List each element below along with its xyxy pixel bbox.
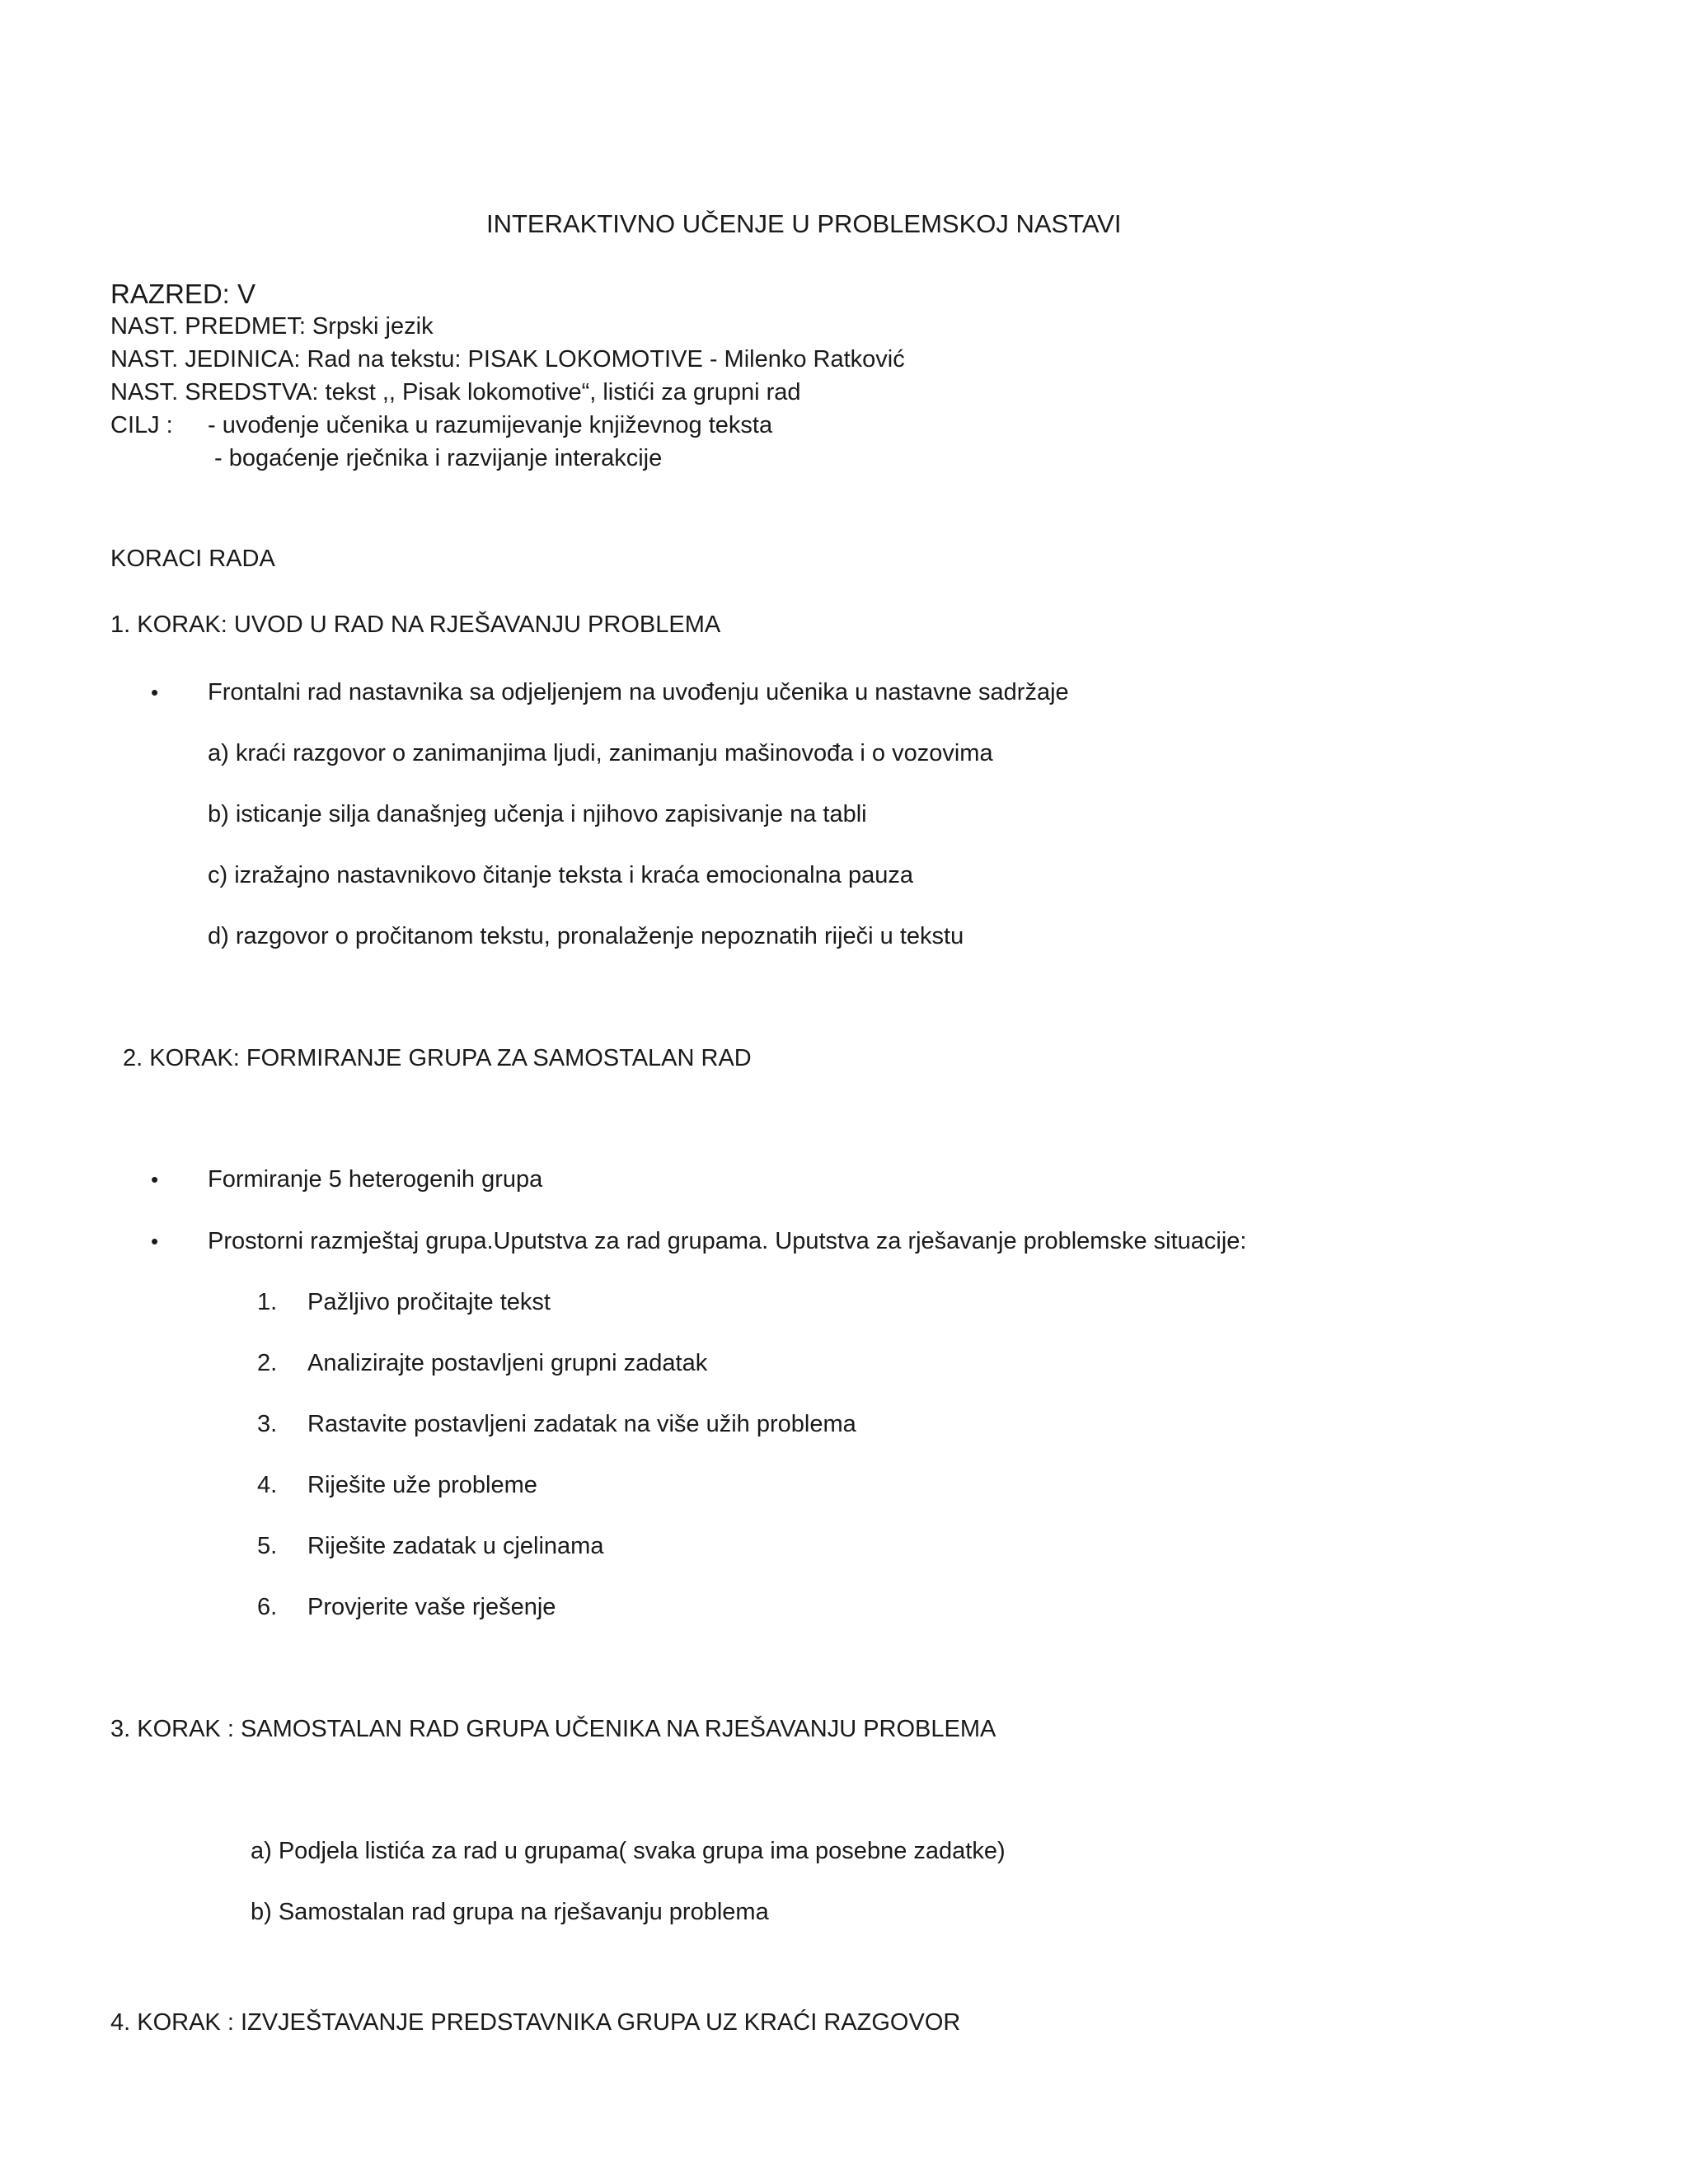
step2-step-4: Riješite uže probleme [307,1472,537,1498]
step3-item-a: a) Podjela listića za rad u grupama( svaka grupa ima posebne zadatke) [251,1838,1006,1864]
step1-heading: 1. KORAK: UVOD U RAD NA RJEŠAVANJU PROBLEMA [110,612,721,638]
list-number: 6. [257,1594,278,1620]
list-number: 2. [257,1350,278,1376]
razred-line: RAZRED: V [110,279,256,309]
step1-item-a: a) kraći razgovor o zanimanjima ljudi, zanimanju mašinovođa i o vozovima [208,740,993,766]
sredstva-line: NAST. SREDSTVA: tekst ,, Pisak lokomotive“, listići za grupni rad [110,379,801,405]
step2-step-3: Rastavite postavljeni zadatak na više užih problema [307,1411,856,1437]
bullet-icon: • [151,1229,159,1254]
step3-heading: 3. KORAK : SAMOSTALAN RAD GRUPA UČENIKA NA RJEŠAVANJU PROBLEMA [110,1716,996,1742]
list-number: 5. [257,1533,278,1559]
step1-item-d: d) razgovor o pročitanom tekstu, pronalaženje nepoznatih riječi u tekstu [208,923,964,949]
list-number: 1. [257,1289,278,1315]
step1-item-c: c) izražajno nastavnikovo čitanje teksta i kraća emocionalna pauza [208,862,913,888]
step2-step-1: Pažljivo pročitajte tekst [307,1289,551,1315]
bullet-icon: • [151,680,159,705]
step3-item-b: b) Samostalan rad grupa na rješavanju problema [251,1899,769,1925]
step2-bullet-2: Prostorni razmještaj grupa.Uputstva za rad grupama. Uputstva za rješavanje problemske situacije: [208,1228,1247,1254]
list-number: 4. [257,1472,278,1498]
step1-bullet-text: Frontalni rad nastavnika sa odjeljenjem na uvođenju učenika u nastavne sadržaje [208,679,1069,705]
step4-heading: 4. KORAK : IZVJEŠTAVANJE PREDSTAVNIKA GRUPA UZ KRAĆI RAZGOVOR [110,2009,961,2036]
jedinica-line: NAST. JEDINICA: Rad na tekstu: PISAK LOKOMOTIVE - Milenko Ratković [110,346,905,373]
step2-step-5: Riješite zadatak u cjelinama [307,1533,604,1559]
cilj-item-1: - uvođenje učenika u razumijevanje književnog teksta [208,412,773,438]
cilj-label: CILJ : [110,412,173,438]
cilj-item-2: - bogaćenje rječnika i razvijanje interakcije [214,445,663,471]
step2-heading: 2. KORAK: FORMIRANJE GRUPA ZA SAMOSTALAN RAD [123,1045,752,1071]
predmet-line: NAST. PREDMET: Srpski jezik [110,313,434,340]
koraci-heading: KORACI RADA [110,546,275,572]
list-number: 3. [257,1411,278,1437]
step2-step-6: Provjerite vaše rješenje [307,1594,556,1620]
step1-item-b: b) isticanje silja današnjeg učenja i njihovo zapisivanje na tabli [208,801,867,827]
page-title: INTERAKTIVNO UČENJE U PROBLEMSKOJ NASTAVI [486,209,1122,238]
bullet-icon: • [151,1167,159,1192]
step2-step-2: Analizirajte postavljeni grupni zadatak [307,1350,708,1376]
step2-bullet-1: Formiranje 5 heterogenih grupa [208,1166,543,1193]
